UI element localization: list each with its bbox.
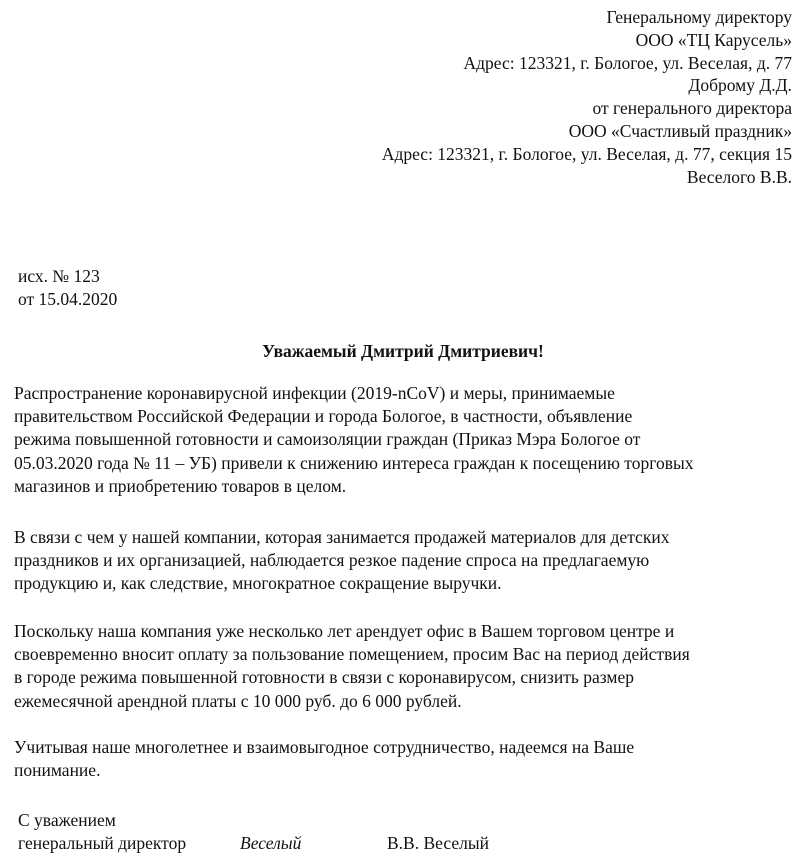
sender-line: ООО «Счастливый праздник» [568,120,792,141]
salutation: Уважаемый Дмитрий Дмитриевич! [262,341,544,361]
paragraph-line: в городе режима повышенной готовности в связи с коронавирусом, снизить размер [14,667,634,688]
body-paragraph-3 [14,620,794,713]
signature-row [18,832,489,855]
sender-line: Адрес: 123321, г. Бологое, ул. Веселая, д. 77, секция 15 [381,143,792,164]
paragraph-line: Распространение коронавирусной инфекции (2019-nCoV) и меры, принимаемые [14,383,615,403]
outgoing-number: исх. № 123 [18,266,100,286]
paragraph-line: режима повышенной готовности и самоизоляции граждан (Приказ Мэра Бологое от [14,429,641,450]
paragraph-line: продукцию и, как следствие, многократное сокращение выручки. [14,573,502,594]
paragraph-line: Поскольку наша компания уже несколько лет арендует офис в Вашем торговом центре и [14,621,675,641]
paragraph-line: своевременно вносит оплату за пользование помещением, просим Вас на период действия [14,644,690,665]
body-paragraph-1 [14,382,794,498]
signer-title: генеральный директор [18,832,187,853]
paragraph-line: правительством Российской Федерации и города Бологое, в частности, объявление [14,406,633,427]
sender-line: от генерального директора [592,98,792,119]
paragraph-line: праздников и их организацией, наблюдается резкое падение спроса на предлагаемую [14,550,650,571]
body-paragraph-4 [14,736,794,782]
recipient-line: Генеральному директору [606,7,792,27]
paragraph-line: магазинов и приобретению товаров в целом. [14,475,347,496]
recipient-line: Доброму Д.Д. [688,75,792,96]
address-block [382,6,792,188]
paragraph-line: В связи с чем у нашей компании, которая занимается продажей материалов для детских [14,527,670,547]
paragraph-line: Учитывая наше многолетнее и взаимовыгодное сотрудничество, надеемся на Ваше [14,737,635,757]
paragraph-line: ежемесячной арендной платы с 10 000 руб. до 6 000 рублей. [14,690,462,711]
handwritten-signature: Веселый [240,832,302,853]
recipient-line: Адрес: 123321, г. Бологое, ул. Веселая, д. 77 [463,52,792,73]
paragraph-line: понимание. [14,760,101,781]
recipient-line: ООО «ТЦ Карусель» [635,29,792,50]
sender-line: Веселого В.В. [686,166,792,187]
paragraph-line: 05.03.2020 года № 11 – УБ) привели к снижению интереса граждан к посещению торговых [14,452,694,473]
outgoing-reference [18,265,117,310]
outgoing-date: от 15.04.2020 [18,288,118,309]
closing-block [18,809,489,854]
signer-name: В.В. Веселый [387,832,489,853]
closing-regards: С уважением [18,810,116,830]
body-paragraph-2 [14,526,794,596]
